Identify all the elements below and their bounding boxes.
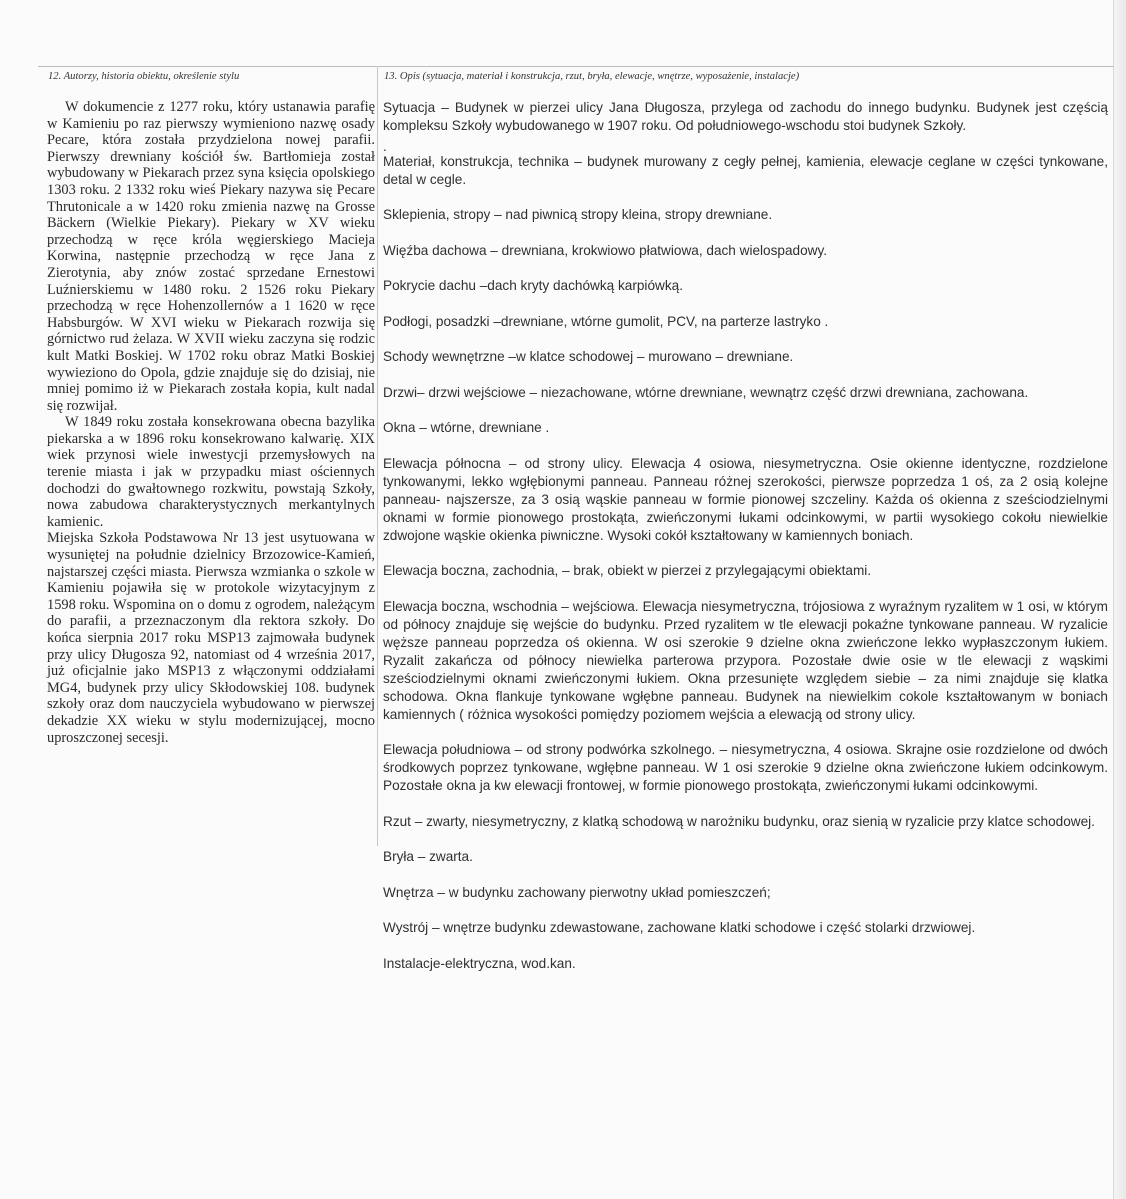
- desc-roofing: Pokrycie dachu –dach kryty dachówką karpiówką.: [383, 278, 683, 293]
- history-paragraph-3: Miejska Szkoła Podstawowa Nr 13 jest usytuowana w wysuniętej na południe dzielnicy Brzozowice-Kamień, najstarszej części miasta. Pierwsza wzmianka o szkole w Kamieniu pojawiła się w protokole wizytacyjnym z 1598 roku. Wspomina on o domu z ogrodem, należącym do parafii, a przeznaczonym dla rektora szkoły. Do końca sierpnia 2017 roku MSP13 zajmowała budynek przy ulicy Długosza 92, natomiast od 4 września 2017, już oficjalnie jako MSP13 z włączonymi oddziałami MG4, budynek przy ulicy Skłodowskiej 108. budynek szkoły oraz dom nauczyciela wybudowano w pierwszej dekadzie XX wieku w stylu modernizującej, mocno uproszczonej secesji.: [47, 530, 375, 746]
- section-12-header: 12. Autorzy, historia obiektu, określenie stylu: [48, 71, 240, 82]
- desc-stairs: Schody wewnętrzne –w klatce schodowej – murowano – drewniane.: [383, 349, 794, 364]
- desc-decor: Wystrój – wnętrze budynku zdewastowane, zachowane klatki schodowe i część stolarki drzwiowej.: [383, 920, 976, 935]
- page-edge: [1113, 0, 1126, 1199]
- desc-doors: Drzwi– drzwi wejściowe – niezachowane, wtórne drewniane, wewnątrz część drzwi drewniana, zachowana.: [383, 384, 1029, 400]
- desc-dot: .: [383, 138, 387, 154]
- desc-vaults: Sklepienia, stropy – nad piwnicą stropy kleina, stropy drewniane.: [383, 207, 773, 222]
- section-13-header: 13. Opis (sytuacja, materiał i konstrukcja, rzut, bryła, elewacje, wnętrze, wyposażenie, instalacje): [384, 71, 800, 82]
- desc-plan: Rzut – zwarty, niesymetryczny, z klatką schodową w narożniku budynku, oraz sienią w ryzalicie przy klatce schodowej.: [383, 813, 1095, 829]
- desc-situation: Sytuacja – Budynek w pierzei ulicy Jana Długosza, przylega od zachodu do innego budynku. Budynek jest częścią kompleksu Szkoły wybudowanego w 1907 roku. Od południowego-wschodu stoi budynek Szkoły.: [383, 100, 1108, 133]
- desc-east-elevation: Elewacja boczna, wschodnia – wejściowa. Elewacja niesymetryczna, trójosiowa z wyraźnym ryzalitem w 1 osi, w którym od północy znajduje się wejście do budynku. Przed ryzalitem w tle elewacji pokaźne tynkowane panneau. W ryzalicie węższe panneau poprzedza oś okienna. W osi szerokie 9 dzielne okna zwieńczone lekko wypłaszczonym łukiem. Ryzalit zakańcza od północy niewielka parterowa przypora. Pozostałe dwie osie w tle elewacji z wąskimi sześciodzielnymi oknami zwieńczonymi łukiem. Okna przesunięte względem siebie – za nimi znajduje się klatka schodowa. Okna flankuje tynkowane wgłębne panneau. Budynek na niewielkim cokole kształtowanym w boniach kamiennych ( różnica wysokości pomiędzy poziomem wejścia a elewacją od strony ulicy.: [383, 598, 1108, 722]
- description-column: [383, 99, 1108, 990]
- desc-north-elevation: Elewacja północna – od strony ulicy. Elewacja 4 osiowa, niesymetryczna. Osie okienne identyczne, rozdzielone tynkowanymi, lekko wgłębionymi panneau. Panneau różnej szerokości, pierwsze poprzedza 1 oś, za 2 osią kolejne panneau- najszersze, za 3 osią wąskie panneau w formie pionowej szczeliny. Każda oś okienna z sześciodzielnymi oknami w formie pionowego prostokąta, zwieńczonymi łukami odcinkowymi, w partii wysokiego cokołu niewielkie zdwojone wąskie okienka piwniczne. Wysoki cokół kształtowany w kamiennych boniach.: [383, 455, 1108, 543]
- desc-west-elevation: Elewacja boczna, zachodnia, – brak, obiekt w pierzei z przylegającymi obiektami.: [383, 563, 872, 578]
- history-paragraph-2: W 1849 roku została konsekrowana obecna bazylika piekarska a w 1896 roku konsekrowano kalwarię. XIX wiek przynosi wiele inwestycji przemysłowych na terenie miasta i jak w przypadku miast ościennych dochodzi do gwałtownego rozkwitu, powstają Szkoły, nowa zabudowa charakterystycznych merkantylnych kamienic.: [47, 414, 375, 530]
- desc-installations: Instalacje-elektryczna, wod.kan.: [383, 955, 576, 971]
- history-column: [47, 99, 375, 746]
- desc-material: Materiał, konstrukcja, technika – budynek murowany z cegły pełnej, kamienia, elewacje ceglane w części tynkowane, detal w cegle.: [383, 153, 1108, 187]
- desc-windows: Okna – wtórne, drewniane .: [383, 420, 550, 435]
- desc-massing: Bryła – zwarta.: [383, 849, 473, 864]
- desc-truss: Więźba dachowa – drewniana, krokwiowo płatwiowa, dach wielospadowy.: [383, 242, 828, 258]
- desc-interiors: Wnętrza – w budynku zachowany pierwotny układ pomieszczeń;: [383, 884, 771, 900]
- column-divider: [377, 66, 378, 846]
- top-rule: [38, 66, 1114, 67]
- desc-south-elevation: Elewacja południowa – od strony podwórka szkolnego. – niesymetryczna, 4 osiowa. Skrajne osie rozdzielone od dwóch środkowych poprzez tynkowane, wgłębne panneau. W 1 osi szerokie 9 dzielne okna zwieńczone łukiem odcinkowym. Pozostałe okna ja kw elewacji frontowej, w formie pionowego prostokąta, zwieńczonymi łukami odcinkowymi.: [383, 742, 1108, 793]
- history-paragraph-1: W dokumencie z 1277 roku, który ustanawia parafię w Kamieniu po raz pierwszy wymieniono nazwę osady Pecare, która została przydzielona nowej parafii. Pierwszy drewniany kościół św. Bartłomieja został wybudowany w Piekarach przez syna księcia opolskiego 1303 roku. 2 1332 roku wieś Piekary nazywa się Pecare Thrutonicale a w 1420 roku zmienia nazwę na Grosse Bäckern (Wielkie Piekary). Piekary w XV wieku przechodzą w ręce króla węgierskiego Macieja Korwina, następnie przechodzą w ręce Jana z Zierotynia, aby znów zostać sprzedane Ernestowi Luźnierskiemu w 1480 roku. 2 1526 roku Piekary przechodzą w ręce Hohenzollernów a 1 1620 w ręce Habsburgów. W XVI wieku w Piekarach rozwija się górnictwo rud żelaza. W XVII wieku zaczyna się rodzic kult Matki Boskiej. W 1702 roku obraz Matki Boskiej wywieziono do Opola, gdzie znajduje się do dzisiaj, nie mniej pomimo iż w Piekarach została kopia, kult nadal się rozwijał.: [47, 99, 375, 414]
- desc-floors: Podłogi, posadzki –drewniane, wtórne gumolit, PCV, na parterze lastryko .: [383, 313, 829, 329]
